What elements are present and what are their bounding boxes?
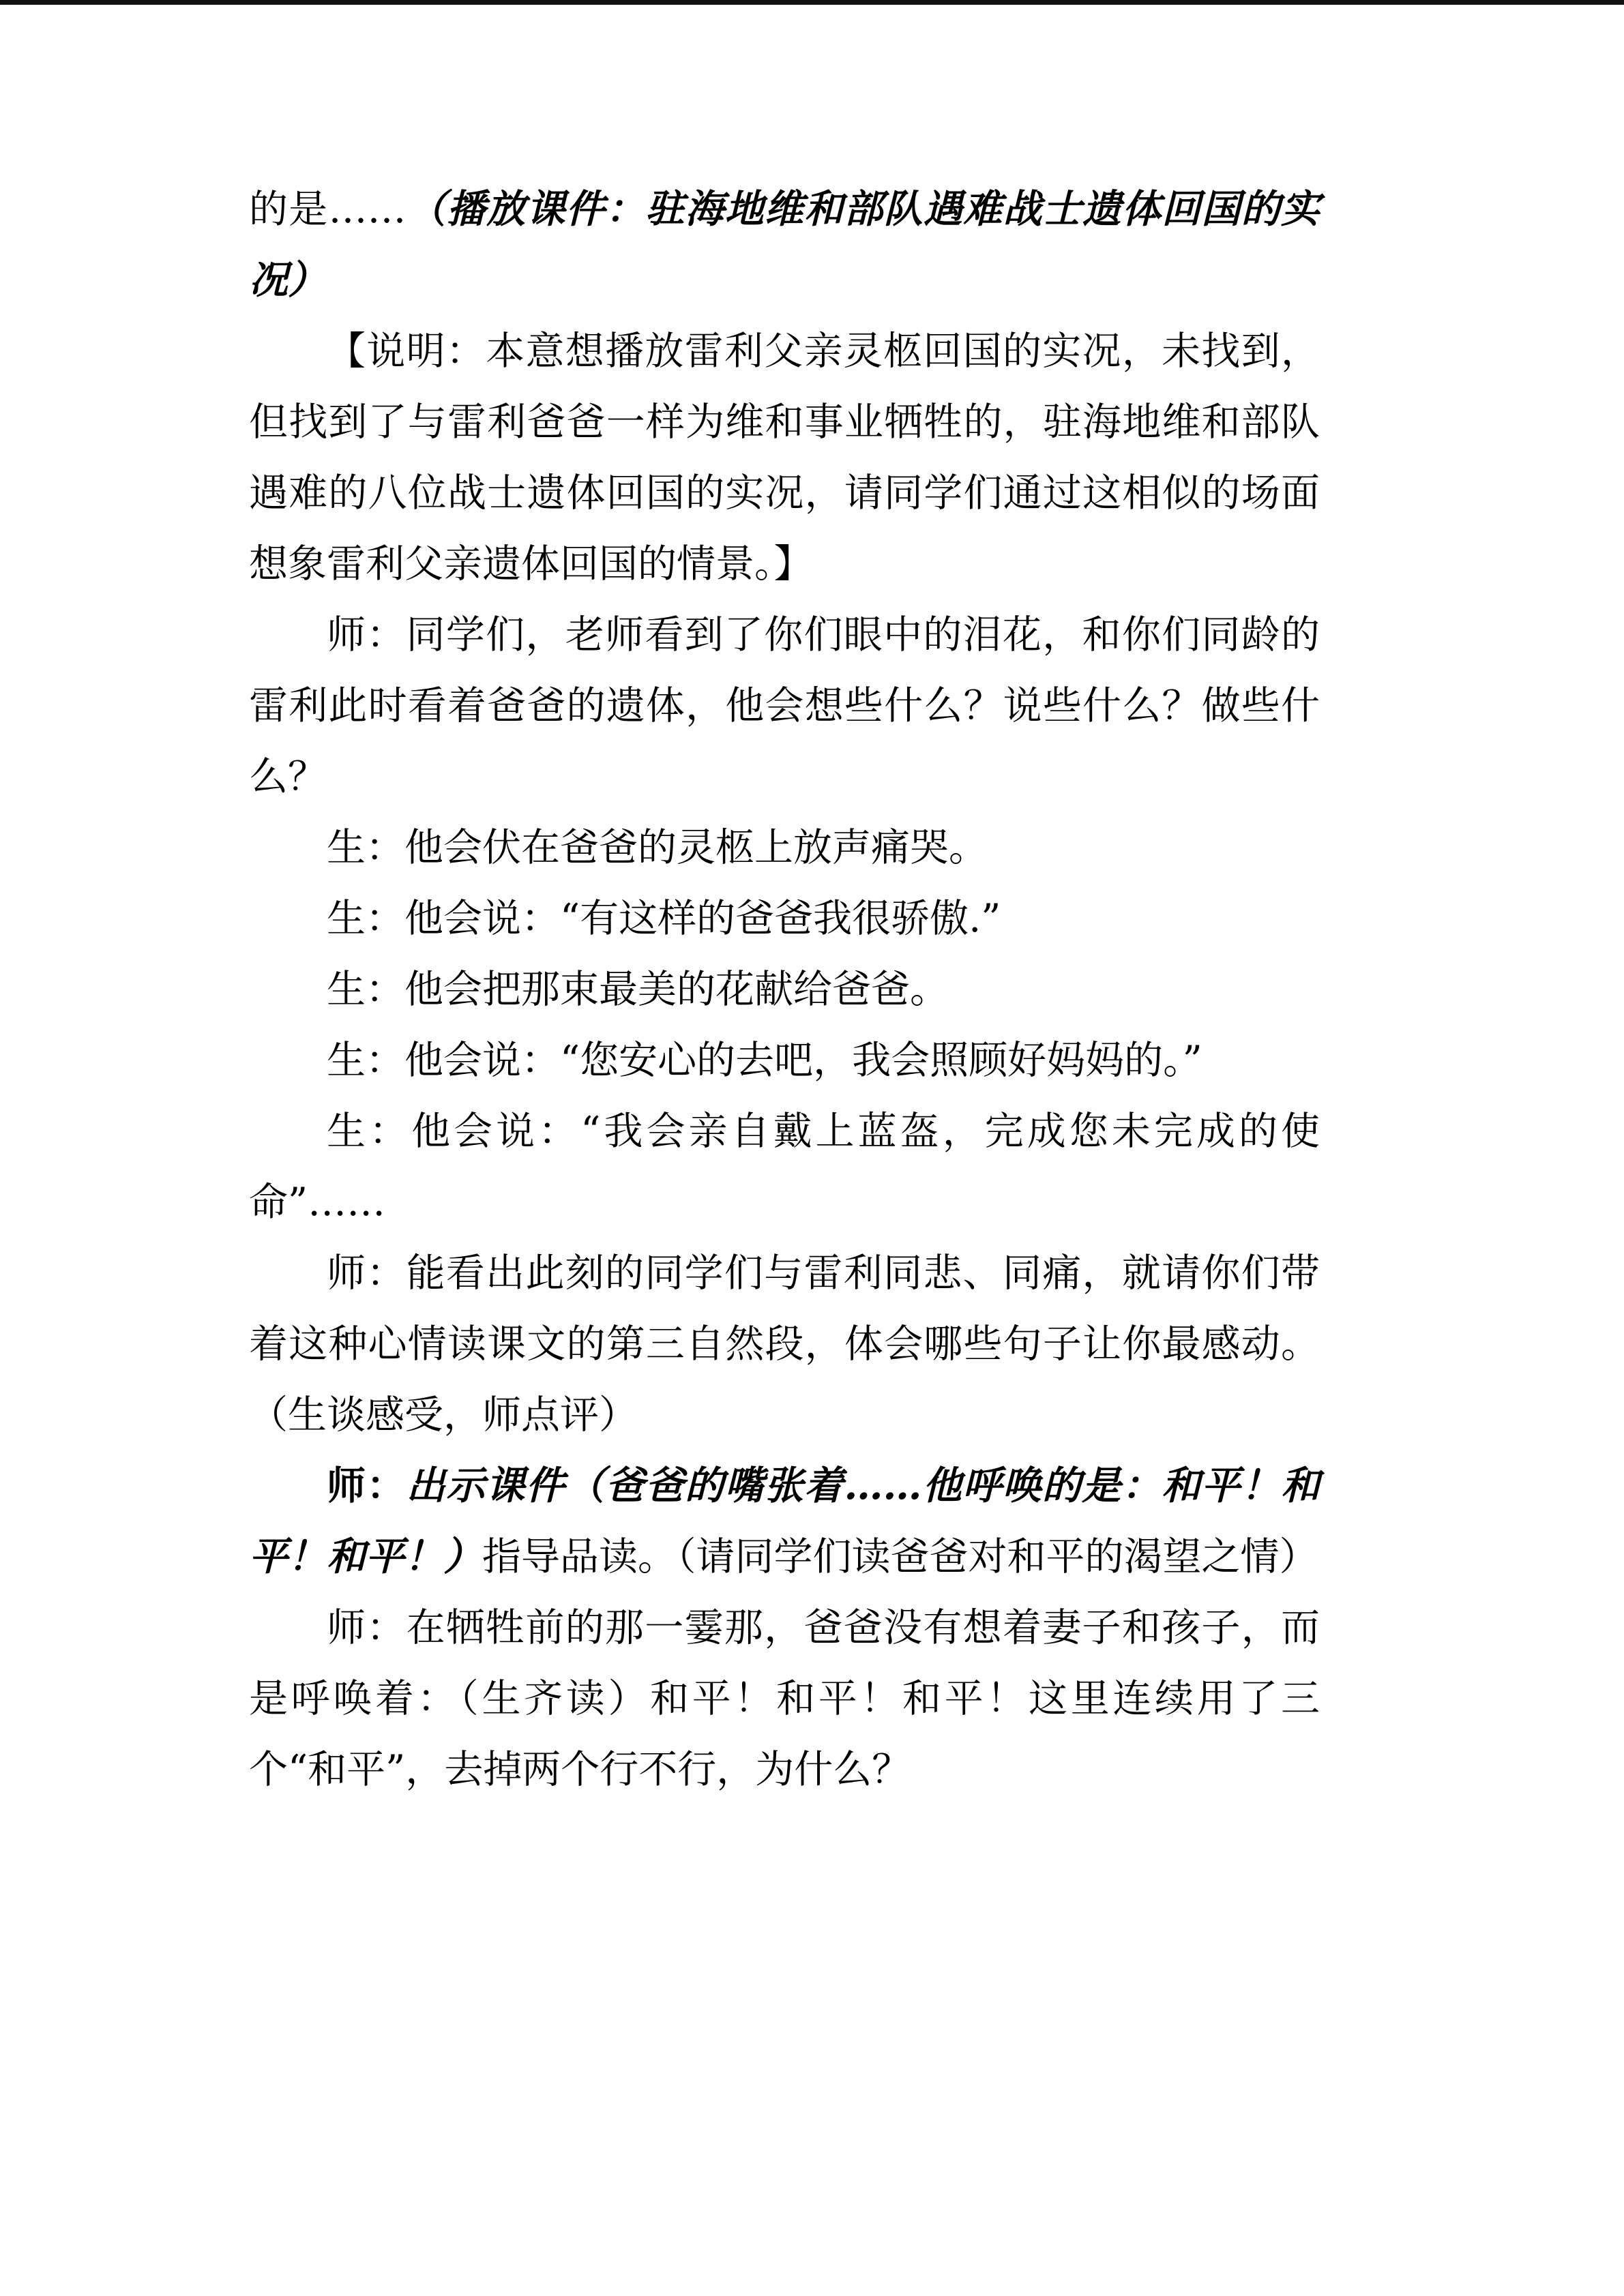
run-text: 指导品读。（请同学们读爸爸对和平的渴望之情） xyxy=(482,1534,1318,1579)
run-stage-direction: 出示课件（爸爸的嘴张着……他呼唤的是：和平！和平！和平！） xyxy=(249,1463,1320,1579)
run-text: 的是…… xyxy=(249,187,407,232)
paragraph-student-reply-3 xyxy=(249,954,1320,1025)
run-text: 生：他会说：“我会亲自戴上蓝盔，完成您未完成的使命”…… xyxy=(249,1109,1320,1225)
run-text: 师：能看出此刻的同学们与雷利同悲、同痛，就请你们带着这种心情读课文的第三自然段，体会哪些句子让你最感动。（生谈感受，师点评） xyxy=(249,1251,1320,1437)
run-text: 生：他会说：“您安心的去吧，我会照顾好妈妈的。” xyxy=(327,1038,1202,1083)
paragraph-teacher-peace-question xyxy=(249,1592,1320,1805)
run-text: 生：他会说：“有这样的爸爸我很骄傲.” xyxy=(327,896,1001,941)
paragraph-student-reply-4 xyxy=(249,1025,1320,1096)
run-text: 【说明：本意想播放雷利父亲灵柩回国的实况，未找到，但找到了与雷利爸爸一样为维和事业牺牲的，驻海地维和部队遇难的八位战士遗体回国的实况，请同学们通过这相似的场面想象雷利父亲遗体回国的情景。】 xyxy=(249,329,1320,586)
run-stage-direction: （播放课件：驻海地维和部队遇难战士遗体回国的实况） xyxy=(249,186,1320,303)
paragraph-teacher-question xyxy=(249,599,1320,812)
document-body xyxy=(249,174,1320,1805)
paragraph-cue-play-courseware xyxy=(249,174,1320,316)
paragraph-teacher-show-courseware xyxy=(249,1450,1320,1592)
paragraph-teacher-reading-guidance xyxy=(249,1238,1320,1450)
paragraph-student-reply-2 xyxy=(249,883,1320,954)
run-text: 师：在牺牲前的那一霎那，爸爸没有想着妻子和孩子，而是呼唤着：（生齐读）和平！和平！和平！这里连续用了三个“和平”，去掉两个行不行，为什么？ xyxy=(249,1605,1320,1792)
paragraph-explanation-note xyxy=(249,316,1320,599)
run-text: 生：他会伏在爸爸的灵柩上放声痛哭。 xyxy=(327,825,988,870)
run-text: 生：他会把那束最美的花献给爸爸。 xyxy=(327,967,949,1012)
run-text: 师：同学们，老师看到了你们眼中的泪花，和你们同龄的雷利此时看着爸爸的遗体，他会想些什么？说些什么？做些什么？ xyxy=(249,612,1320,799)
paragraph-student-reply-1 xyxy=(249,812,1320,883)
run-speaker-label: 师： xyxy=(327,1463,407,1508)
paragraph-student-reply-5 xyxy=(249,1096,1320,1238)
